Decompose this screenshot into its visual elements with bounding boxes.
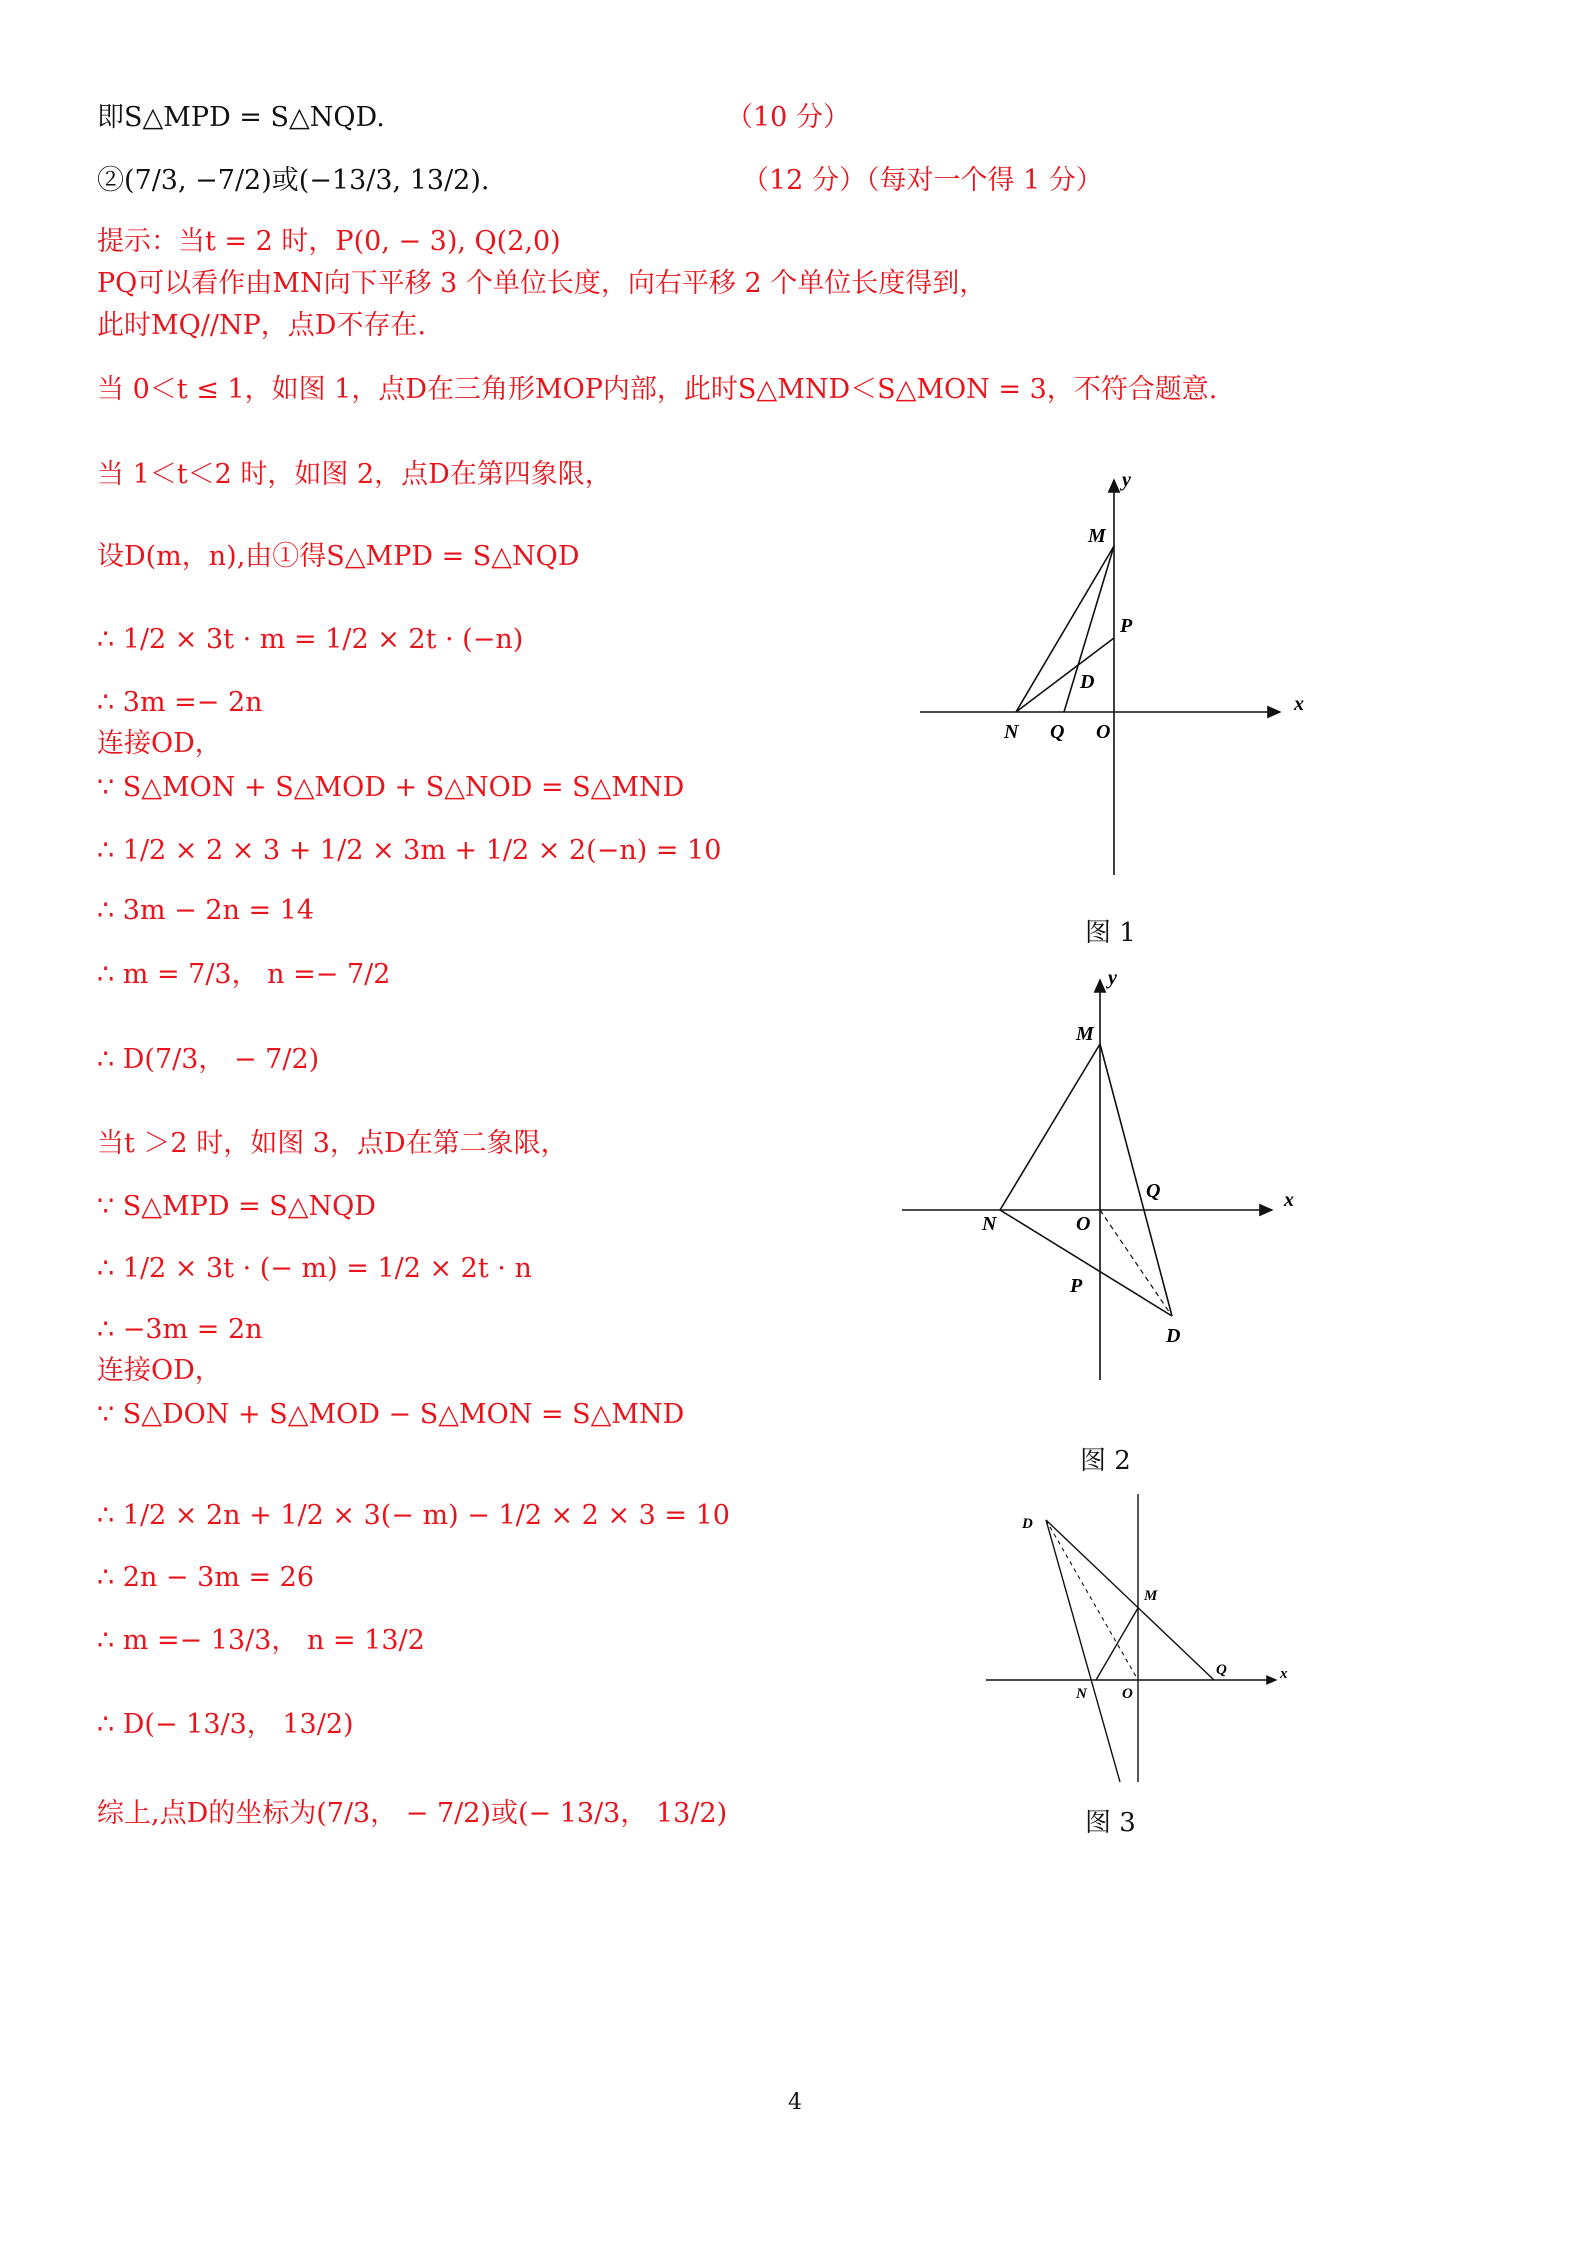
- hint-line-1: 提示：当t = 2 时，P(0, − 3), Q(2,0): [97, 226, 561, 257]
- case-3-step-7: ∴ 2n − 3m = 26: [97, 1562, 315, 1593]
- label-y: y: [1108, 967, 1117, 989]
- case-3-step-5: ∵ S△DON + S△MOD − S△MON = S△MND: [97, 1399, 685, 1430]
- label-d: D: [1080, 671, 1095, 693]
- segment-od-dashed: [1100, 1210, 1172, 1316]
- case-3-step-1: ∵ S△MPD = S△NQD: [97, 1191, 376, 1222]
- case-1-line: 当 0＜t ≤ 1，如图 1，点D在三角形MOP内部，此时S△MND＜S△MON = 3，不符合题意.: [97, 374, 1218, 405]
- label-d: D: [1022, 1516, 1033, 1532]
- case-3-step-6: ∴ 1/2 × 2n + 1/2 × 3(− m) − 1/2 × 2 × 3 = 10: [97, 1500, 730, 1531]
- segment-np: [1016, 638, 1114, 712]
- label-o: O: [1076, 1213, 1091, 1235]
- label-q: Q: [1216, 1662, 1227, 1678]
- segment-nm: [1000, 1044, 1100, 1210]
- hint-line-3: 此时MQ//NP，点D不存在.: [97, 310, 426, 341]
- case-3-step-8: ∴ m =− 13/3， n = 13/2: [97, 1625, 425, 1656]
- segment-od-dashed: [1046, 1520, 1138, 1680]
- label-y: y: [1122, 469, 1131, 491]
- figure-2: [890, 960, 1310, 1390]
- score-10: （10 分）: [726, 102, 850, 133]
- label-m: M: [1076, 1023, 1094, 1045]
- label-n: N: [1076, 1686, 1087, 1702]
- hint-line-2: PQ可以看作由MN向下平移 3 个单位长度，向右平移 2 个单位长度得到，: [97, 268, 987, 299]
- figure-3-caption: 图 3: [1085, 1808, 1136, 1838]
- case-2-step-2: ∴ 1/2 × 3t · m = 1/2 × 2t · (−n): [97, 624, 524, 655]
- case-2-line: 当 1＜t＜2 时，如图 2，点D在第四象限，: [97, 459, 612, 490]
- case-2-step-4: 连接OD，: [97, 728, 222, 759]
- label-n: N: [1004, 721, 1019, 743]
- figure-2-caption: 图 2: [1080, 1446, 1131, 1476]
- score-12: （12 分）（每对一个得 1 分）: [742, 165, 1103, 196]
- label-d: D: [1166, 1325, 1181, 1347]
- case-2-step-6: ∴ 1/2 × 2 × 3 + 1/2 × 3m + 1/2 × 2(−n) = 10: [97, 835, 722, 866]
- case-2-step-3: ∴ 3m =− 2n: [97, 687, 263, 718]
- figure-3-graph: [970, 1480, 1300, 1800]
- case-3-step-3: ∴ −3m = 2n: [97, 1314, 263, 1345]
- case-2-step-1: 设D(m，n),由①得S△MPD = S△NQD: [97, 541, 580, 572]
- page-number: 4: [788, 2090, 802, 2115]
- label-p: P: [1070, 1275, 1083, 1297]
- figure-1-caption: 图 1: [1085, 918, 1136, 948]
- case-3-result: ∴ D(− 13/3， 13/2): [97, 1709, 354, 1740]
- label-m: M: [1144, 1588, 1158, 1604]
- answer-line: ②(7/3, −7/2)或(−13/3, 13/2).: [97, 165, 490, 196]
- label-p: P: [1120, 615, 1133, 637]
- label-x: x: [1284, 1189, 1294, 1211]
- label-q: Q: [1146, 1180, 1161, 1202]
- label-o: O: [1122, 1686, 1133, 1702]
- case-3-line: 当t ＞2 时，如图 3，点D在第二象限，: [97, 1128, 568, 1159]
- segment-dq: [1046, 1520, 1214, 1680]
- label-n: N: [982, 1213, 997, 1235]
- label-q: Q: [1050, 721, 1065, 743]
- figure-2-graph: [890, 960, 1310, 1390]
- label-x: x: [1294, 693, 1304, 715]
- segment-dn: [1046, 1520, 1120, 1782]
- segment-md: [1100, 1044, 1172, 1316]
- figure-1-graph: [900, 460, 1320, 890]
- segment-nm: [1016, 546, 1114, 712]
- case-3-step-2: ∴ 1/2 × 3t · (− m) = 1/2 × 2t · n: [97, 1253, 532, 1284]
- case-2-result: ∴ D(7/3， − 7/2): [97, 1044, 320, 1075]
- label-m: M: [1088, 525, 1106, 547]
- figure-3: [970, 1480, 1300, 1800]
- label-x: x: [1280, 1666, 1288, 1682]
- case-2-step-7: ∴ 3m − 2n = 14: [97, 895, 315, 926]
- case-2-step-8: ∴ m = 7/3， n =− 7/2: [97, 959, 391, 990]
- figure-1: [900, 460, 1320, 890]
- conclusion-line: 即S△MPD = S△NQD.: [97, 102, 385, 133]
- case-2-step-5: ∵ S△MON + S△MOD + S△NOD = S△MND: [97, 772, 685, 803]
- case-3-step-4: 连接OD，: [97, 1355, 222, 1386]
- label-o: O: [1096, 721, 1111, 743]
- final-summary: 综上,点D的坐标为(7/3， − 7/2)或(− 13/3， 13/2): [97, 1798, 728, 1829]
